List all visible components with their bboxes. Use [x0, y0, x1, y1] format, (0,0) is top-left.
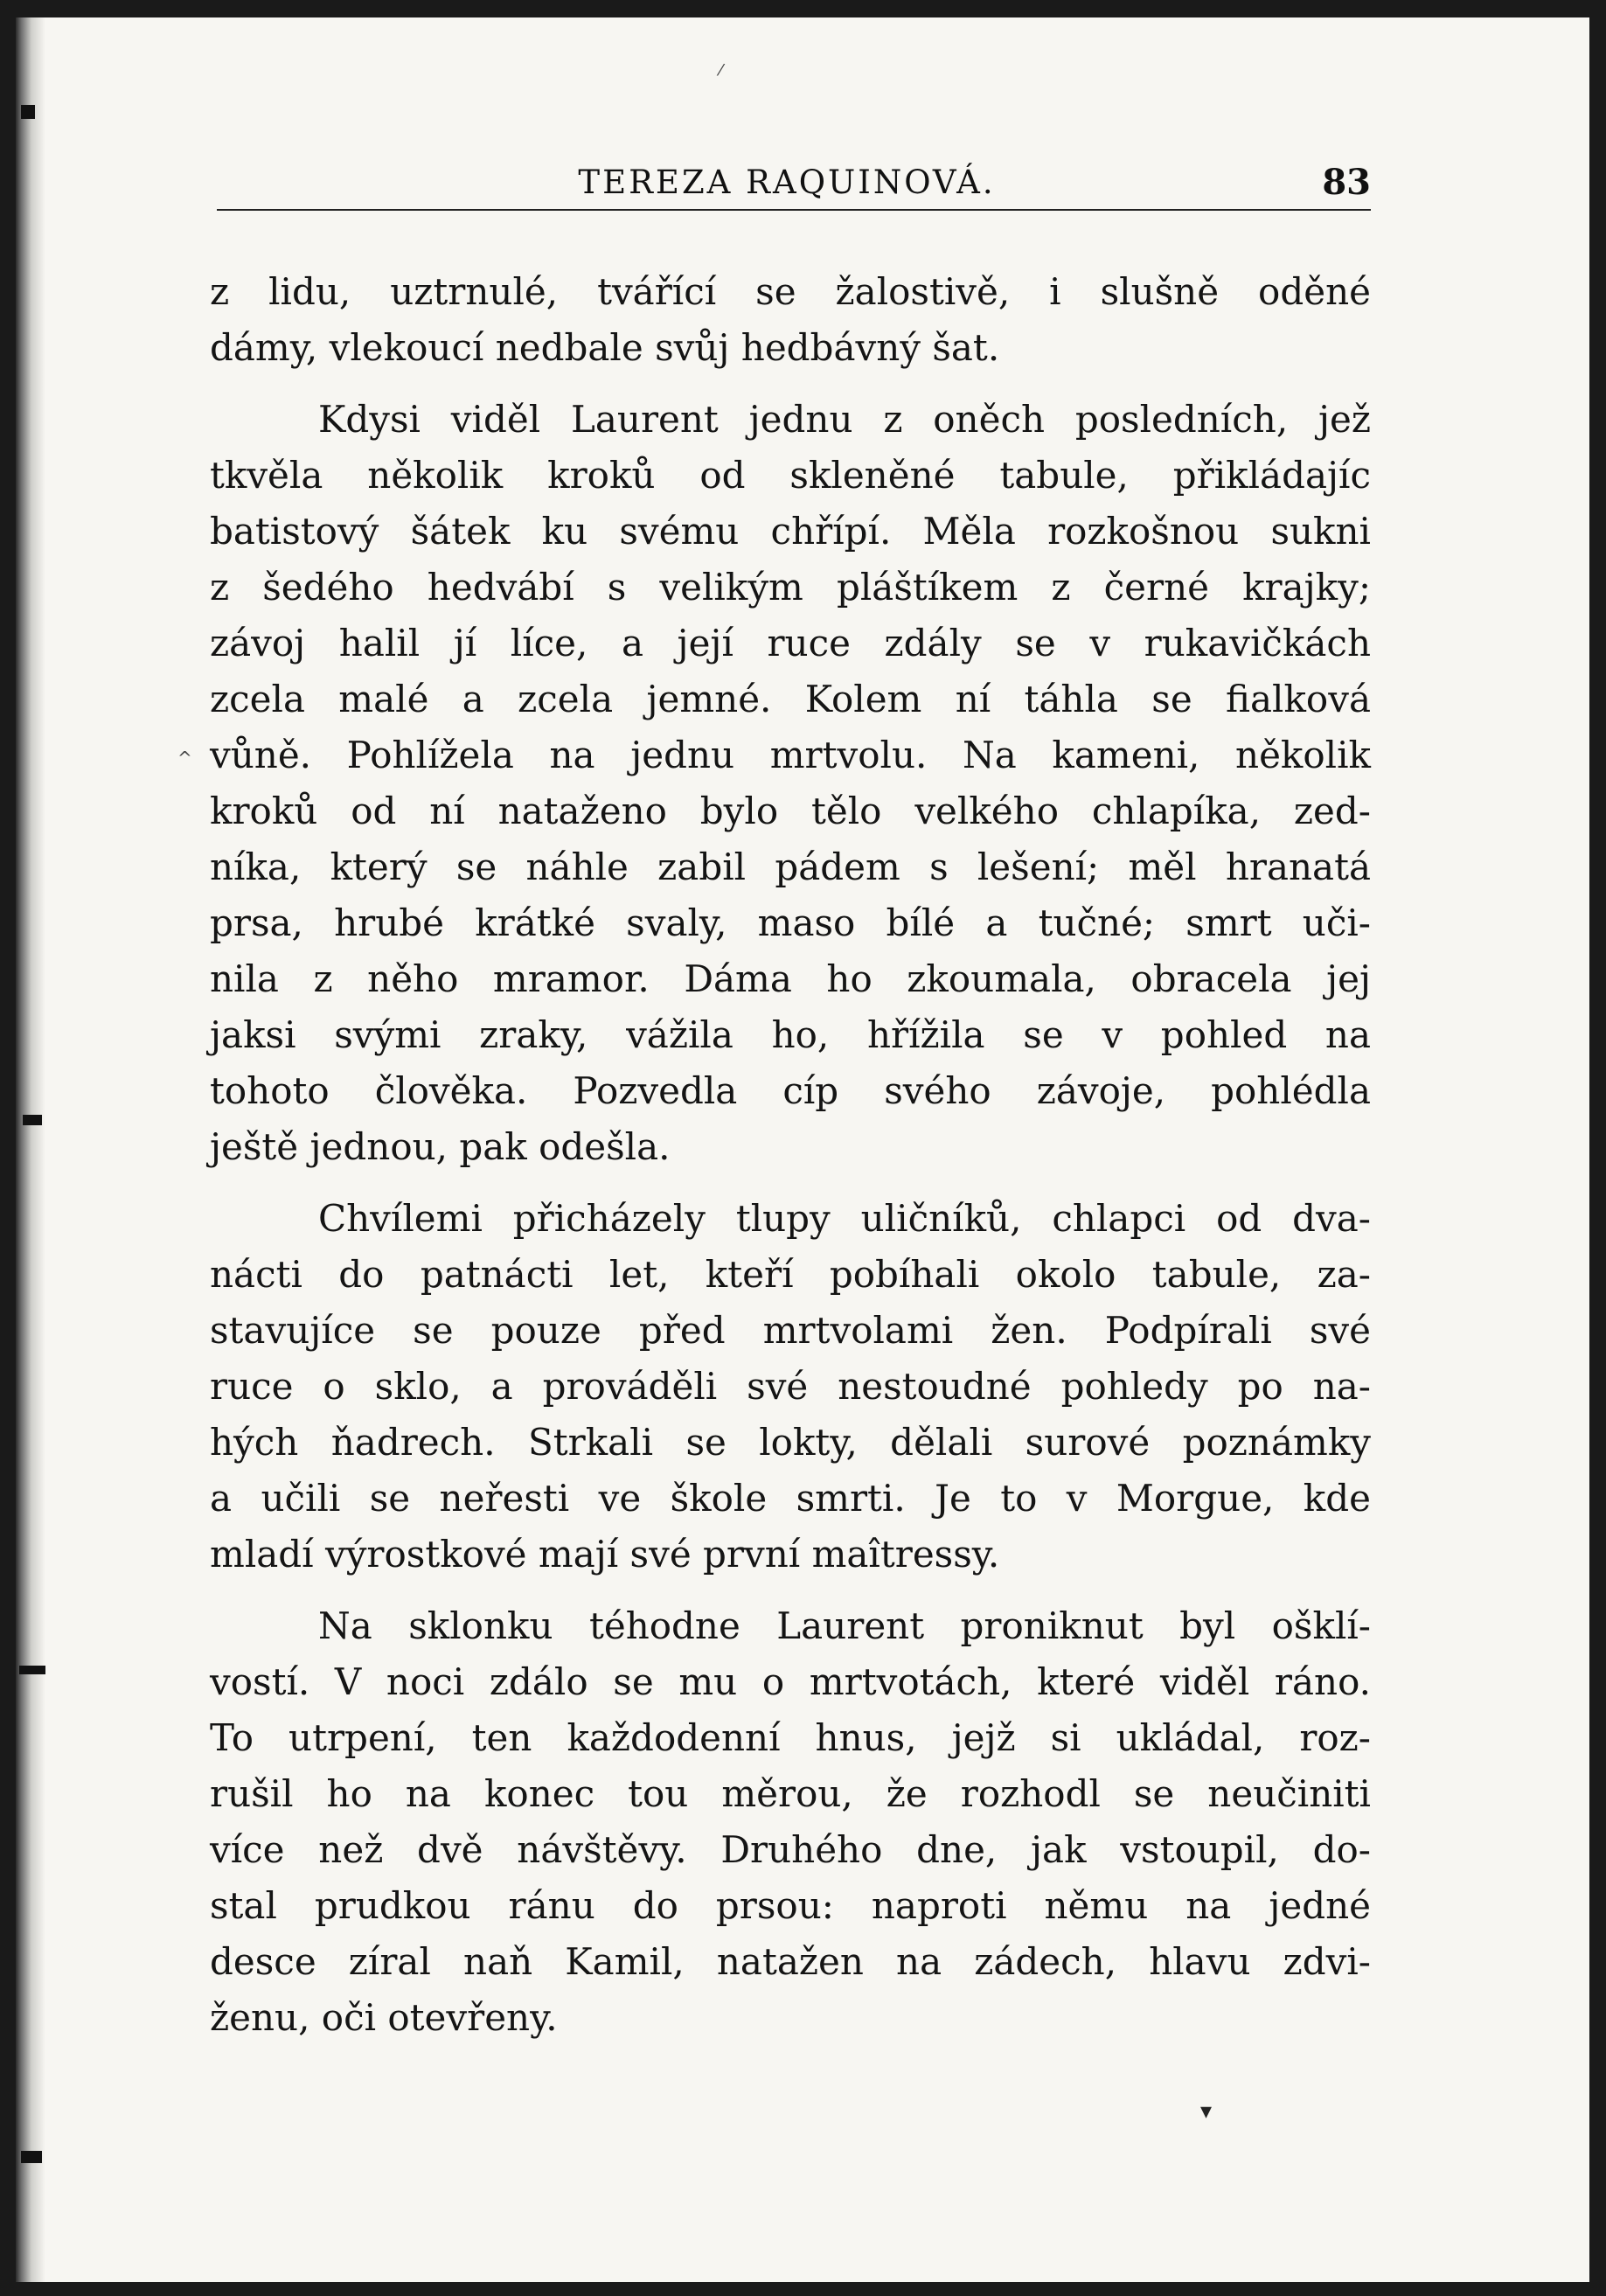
binding-mark	[21, 105, 35, 119]
paragraph	[210, 1598, 1371, 2046]
text-line: mladí výrostkové mají své první maîtressy.	[210, 1533, 1000, 1576]
text-line: batistový šátek ku svému chřípí. Měla rozkošnou sukni	[210, 510, 1371, 553]
body-text	[210, 264, 1371, 2062]
text-line: vostí. V noci zdálo se mu o mrtvotách, které viděl ráno.	[210, 1660, 1371, 1703]
paragraph	[210, 392, 1371, 1175]
text-line: nácti do patnácti let, kteří pobíhali okolo tabule, za-	[210, 1253, 1371, 1296]
text-line: z šedého hedvábí s velikým pláštíkem z černé krajky;	[210, 566, 1371, 609]
text-line: prsa, hrubé krátké svaly, maso bílé a tučné; smrt uči-	[210, 901, 1371, 944]
text-line: hých ňadrech. Strkali se lokty, dělali surové poznámky	[210, 1421, 1371, 1464]
text-line: ženu, oči otevřeny.	[210, 1996, 558, 2039]
text-line: tohoto člověka. Pozvedla cíp svého závoje, pohlédla	[210, 1069, 1371, 1112]
text-line: níka, který se náhle zabil pádem s lešení; měl hranatá	[210, 845, 1371, 888]
text-line: zcela malé a zcela jemné. Kolem ní táhla se fialková	[210, 678, 1371, 720]
binding-mark	[21, 2151, 42, 2163]
paragraph	[210, 1191, 1371, 1583]
running-head	[203, 153, 1371, 211]
text-line: kroků od ní nataženo bylo tělo velkého chlapíka, zed-	[210, 790, 1371, 832]
binding-mark	[23, 1115, 42, 1125]
text-line: a učili se neřesti ve škole smrti. Je to v Morgue, kde	[210, 1477, 1371, 1520]
print-speck-icon: ^	[177, 748, 192, 769]
text-line: více než dvě návštěvy. Druhého dne, jak vstoupil, do-	[210, 1828, 1371, 1871]
text-line: stavujíce se pouze před mrtvolami žen. Podpírali své	[210, 1309, 1371, 1352]
text-line: Chvílemi přicházely tlupy uličníků, chlapci od dva-	[318, 1197, 1371, 1240]
print-speck-icon: ▾	[1200, 2098, 1213, 2125]
text-line: jaksi svými zraky, vážila ho, hřížila se v pohled na	[210, 1013, 1371, 1056]
text-line: ruce o sklo, a prováděli své nestoudné pohledy po na-	[210, 1365, 1371, 1408]
text-line: vůně. Pohlížela na jednu mrtvolu. Na kameni, několik	[210, 734, 1371, 776]
text-line: Na sklonku téhodne Laurent proniknut byl ošklí-	[318, 1604, 1371, 1647]
text-line: ještě jednou, pak odešla.	[210, 1125, 671, 1168]
header-rule	[217, 209, 1371, 211]
text-line: tkvěla několik kroků od skleněné tabule, přikládajíc	[210, 454, 1371, 497]
book-page	[16, 17, 1589, 2282]
text-line: závoj halil jí líce, a její ruce zdály se v rukavičkách	[210, 622, 1371, 664]
page-number: 83	[1322, 162, 1371, 203]
text-line: Kdysi viděl Laurent jednu z oněch posledních, jež	[318, 398, 1371, 441]
text-line: To utrpení, ten každodenní hnus, jejž si ukládal, roz-	[210, 1716, 1371, 1759]
running-head-title: TEREZA RAQUINOVÁ.	[578, 164, 996, 201]
binding-edge	[16, 17, 45, 2282]
text-line: dámy, vlekoucí nedbale svůj hedbávný šat.	[210, 326, 1000, 369]
paragraph	[210, 264, 1371, 376]
binding-mark	[19, 1666, 45, 1674]
print-speck-icon: ⁄	[720, 61, 723, 80]
text-line: stal prudkou ránu do prsou: naproti němu na jedné	[210, 1884, 1371, 1927]
text-line: desce zíral naň Kamil, natažen na zádech, hlavu zdvi-	[210, 1940, 1371, 1983]
text-line: nila z něho mramor. Dáma ho zkoumala, obracela jej	[210, 957, 1371, 1000]
text-line: z lidu, uztrnulé, tvářící se žalostivě, i slušně oděné	[210, 270, 1371, 313]
text-line: rušil ho na konec tou měrou, že rozhodl se neučiniti	[210, 1772, 1371, 1815]
